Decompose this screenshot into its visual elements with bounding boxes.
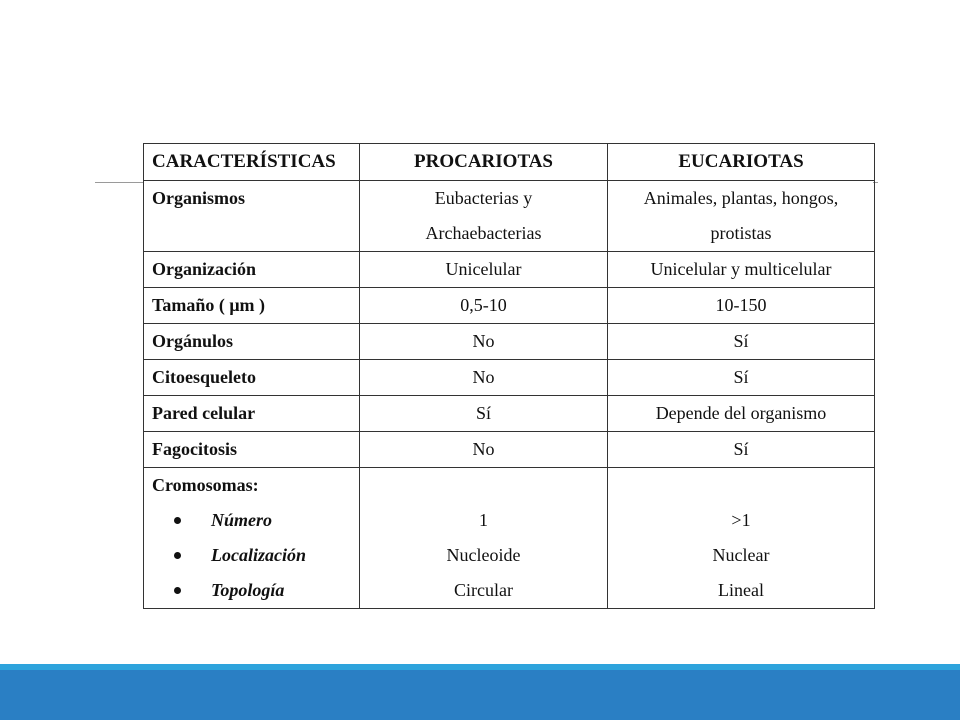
bullet-icon	[174, 587, 181, 594]
cell-line: Nuclear	[712, 545, 770, 565]
table-header-row	[144, 144, 875, 181]
cell-line: Nucleoide	[446, 545, 521, 565]
row-label: Citoesqueleto	[144, 360, 360, 396]
eukaryote-cell: Sí	[608, 360, 875, 396]
row-label: Tamaño ( μm )	[144, 288, 360, 324]
list-item-label: Topología	[211, 580, 285, 600]
comparison-table	[143, 143, 875, 609]
row-label: Cromosomas:	[152, 475, 259, 495]
cell-line: Lineal	[718, 580, 764, 600]
row-label: Organización	[144, 252, 360, 288]
row-label: Orgánulos	[144, 324, 360, 360]
table-row	[144, 252, 875, 288]
list-item-label: Localización	[211, 545, 306, 565]
chromosome-attribute-list	[152, 503, 351, 608]
table-row	[144, 181, 875, 252]
list-item	[152, 573, 351, 608]
table-row	[144, 324, 875, 360]
eukaryote-cell: Sí	[608, 432, 875, 468]
bullet-icon	[174, 517, 181, 524]
bullet-icon	[174, 552, 181, 559]
list-item	[152, 538, 351, 573]
prokaryote-cell	[360, 468, 608, 609]
prokaryote-cell: Sí	[360, 396, 608, 432]
row-label: Pared celular	[144, 396, 360, 432]
slide-rule-left	[95, 182, 143, 183]
prokaryote-cell: No	[360, 324, 608, 360]
header-eukaryotes: EUCARIOTAS	[608, 144, 875, 181]
chromosomes-cell	[144, 468, 360, 609]
table-row-chromosomes	[144, 468, 875, 609]
row-label: Organismos	[144, 181, 360, 252]
eukaryote-cell: Depende del organismo	[608, 396, 875, 432]
header-prokaryotes: PROCARIOTAS	[360, 144, 608, 181]
cell-line: Animales, plantas, hongos,	[643, 188, 839, 208]
eukaryote-cell: 10-150	[608, 288, 875, 324]
list-item	[152, 503, 351, 538]
prokaryote-cell	[360, 181, 608, 252]
prokaryote-cell: Unicelular	[360, 252, 608, 288]
comparison-table-container	[143, 143, 874, 609]
prokaryote-cell: No	[360, 432, 608, 468]
cell-line: protistas	[710, 223, 772, 243]
eukaryote-cell	[608, 468, 875, 609]
footer-bar	[0, 670, 960, 720]
prokaryote-cell: No	[360, 360, 608, 396]
table-row	[144, 360, 875, 396]
cell-line: Archaebacterias	[425, 223, 542, 243]
cell-line: 1	[479, 510, 488, 530]
table-row	[144, 432, 875, 468]
eukaryote-cell: Unicelular y multicelular	[608, 252, 875, 288]
cell-line: Circular	[454, 580, 513, 600]
prokaryote-cell: 0,5-10	[360, 288, 608, 324]
table-row	[144, 288, 875, 324]
eukaryote-cell	[608, 181, 875, 252]
row-label: Fagocitosis	[144, 432, 360, 468]
table-row	[144, 396, 875, 432]
eukaryote-cell: Sí	[608, 324, 875, 360]
cell-line: Eubacterias y	[434, 188, 533, 208]
cell-line: >1	[731, 510, 751, 530]
header-characteristics: CARACTERÍSTICAS	[144, 144, 360, 181]
list-item-label: Número	[211, 510, 273, 530]
